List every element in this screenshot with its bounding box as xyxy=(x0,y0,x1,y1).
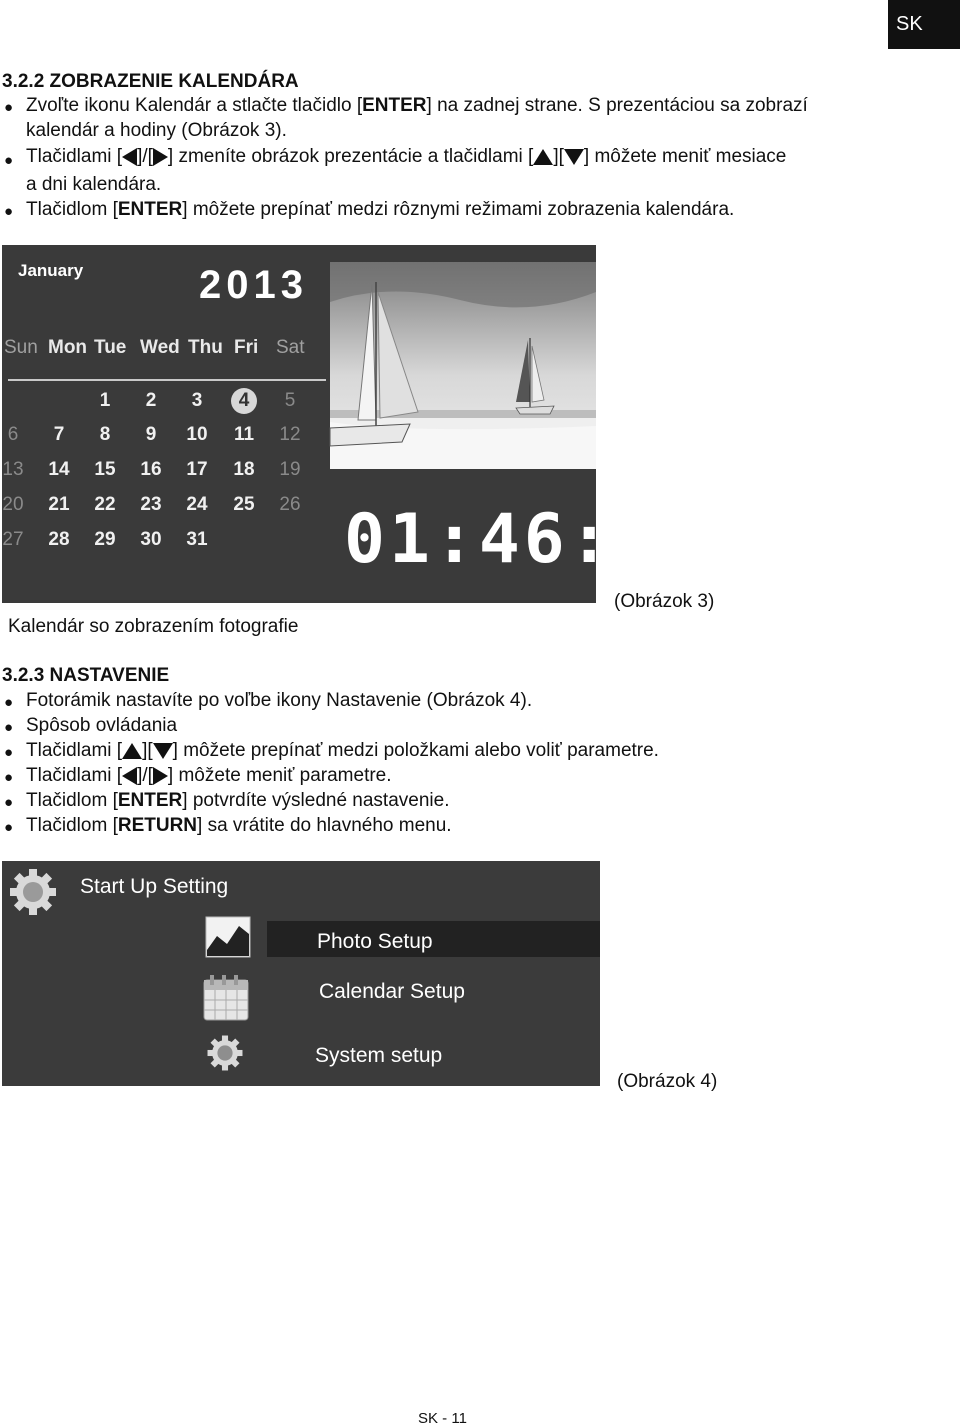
weekday-sat: Sat xyxy=(276,337,305,358)
calendar-day: 13 xyxy=(2,459,24,480)
key-return: RETURN xyxy=(117,815,198,836)
calendar-day: 17 xyxy=(186,459,208,480)
paragraph-settings-5 xyxy=(26,790,449,812)
text: Tlačidlom [ xyxy=(26,815,118,836)
weekday-wed: Wed xyxy=(140,337,180,358)
paragraph-calendar-3 xyxy=(26,199,734,221)
calendar-day: 16 xyxy=(140,459,162,480)
calendar-day: 3 xyxy=(191,390,203,411)
bullet-icon: ● xyxy=(4,794,14,811)
paragraph-settings-6 xyxy=(26,815,452,837)
calendar-day: 2 xyxy=(145,390,157,411)
paragraph-settings-1: Fotorámik nastavíte po voľbe ikony Nastavenie (Obrázok 4). xyxy=(26,690,533,711)
key-enter: ENTER xyxy=(362,95,427,116)
calendar-day: 1 xyxy=(99,390,111,411)
language-label: SK xyxy=(896,13,923,35)
calendar-day: 12 xyxy=(279,424,301,445)
calendar-day: 30 xyxy=(140,529,162,550)
text: ] zmeníte obrázok prezentácie a tlačidlami [ xyxy=(167,146,534,167)
text: Zvoľte ikonu Kalendár a stlačte tlačidlo [ xyxy=(26,95,363,116)
calendar-day: 14 xyxy=(48,459,70,480)
calendar-divider xyxy=(8,379,326,381)
calendar-day: 20 xyxy=(2,494,24,515)
gear-icon xyxy=(8,867,58,922)
calendar-day: 29 xyxy=(94,529,116,550)
slideshow-photo xyxy=(330,262,596,469)
calendar-year: 2013 xyxy=(199,263,308,307)
text: ] môžete prepínať medzi rôznymi režimami zobrazenia kalendára. xyxy=(182,199,735,220)
figure3-caption: Kalendár so zobrazením fotografie xyxy=(8,616,299,637)
paragraph-calendar-2 xyxy=(26,146,786,168)
triangle-left-icon xyxy=(122,767,137,785)
calendar-day: 26 xyxy=(279,494,301,515)
section-title-calendar: 3.2.2 ZOBRAZENIE KALENDÁRA xyxy=(2,71,299,92)
system-gear-icon xyxy=(206,1034,244,1077)
calendar-day-selected: 4 xyxy=(238,390,250,411)
section-title-settings: 3.2.3 NASTAVENIE xyxy=(2,665,170,686)
text: Tlačidlami [ xyxy=(26,740,123,761)
bullet-icon: ● xyxy=(4,769,14,786)
calendar-icon xyxy=(200,972,254,1027)
calendar-day: 27 xyxy=(2,529,24,550)
clock-display: 01:46:13 xyxy=(344,500,704,579)
calendar-day: 22 xyxy=(94,494,116,515)
text: Tlačidlami [ xyxy=(26,765,123,786)
paragraph-calendar-1-cont: kalendár a hodiny (Obrázok 3). xyxy=(26,120,287,141)
page-number: SK - 11 xyxy=(418,1410,467,1427)
weekday-fri: Fri xyxy=(234,337,259,358)
paragraph-calendar-1 xyxy=(26,95,808,117)
sailboats-image xyxy=(330,262,596,469)
calendar-day: 9 xyxy=(145,424,157,445)
paragraph-settings-3 xyxy=(26,740,659,762)
bullet-icon: ● xyxy=(4,694,14,711)
triangle-up-icon xyxy=(122,743,142,759)
settings-title: Start Up Setting xyxy=(80,875,229,898)
calendar-day: 24 xyxy=(186,494,208,515)
weekday-sun: Sun xyxy=(4,337,38,358)
text: ][ xyxy=(142,740,153,761)
calendar-day: 18 xyxy=(233,459,255,480)
triangle-left-icon xyxy=(122,148,137,166)
triangle-right-icon xyxy=(153,148,168,166)
text: ][ xyxy=(553,146,564,167)
bullet-icon: ● xyxy=(4,719,14,736)
weekday-mon: Mon xyxy=(48,337,88,358)
text: ]/[ xyxy=(137,146,153,167)
bullet-icon: ● xyxy=(4,99,14,116)
text: Tlačidlom [ xyxy=(26,790,118,811)
menu-item-photo-setup[interactable]: Photo Setup xyxy=(317,930,433,953)
weekday-thu: Thu xyxy=(188,337,223,358)
calendar-day: 28 xyxy=(48,529,70,550)
triangle-up-icon xyxy=(533,149,553,165)
figure4-number: (Obrázok 4) xyxy=(617,1071,718,1092)
paragraph-settings-2: Spôsob ovládania xyxy=(26,715,178,736)
text: ] na zadnej strane. S prezentáciou sa zobrazí xyxy=(426,95,808,116)
text: Tlačidlom [ xyxy=(26,199,118,220)
calendar-day: 23 xyxy=(140,494,162,515)
paragraph-calendar-2-cont: a dni kalendára. xyxy=(26,174,162,195)
calendar-day: 5 xyxy=(284,390,296,411)
menu-item-system-setup[interactable]: System setup xyxy=(315,1044,443,1067)
calendar-day: 21 xyxy=(48,494,70,515)
settings-screen-figure xyxy=(2,861,600,1086)
key-enter: ENTER xyxy=(117,790,183,811)
calendar-day: 25 xyxy=(233,494,255,515)
calendar-month: January xyxy=(18,261,84,280)
triangle-down-icon xyxy=(564,149,584,165)
text: ] môžete meniť mesiace xyxy=(583,146,787,167)
bullet-icon: ● xyxy=(4,744,14,761)
language-tag xyxy=(888,0,960,49)
calendar-day: 11 xyxy=(233,424,255,445)
calendar-day: 10 xyxy=(186,424,208,445)
calendar-day: 19 xyxy=(279,459,301,480)
figure3-number: (Obrázok 3) xyxy=(614,591,715,612)
calendar-day: 6 xyxy=(7,424,19,445)
calendar-day: 15 xyxy=(94,459,116,480)
menu-item-calendar-setup[interactable]: Calendar Setup xyxy=(319,980,465,1003)
text: ] potvrdíte výsledné nastavenie. xyxy=(182,790,450,811)
bullet-icon: ● xyxy=(4,152,14,169)
bullet-icon: ● xyxy=(4,819,14,836)
paragraph-settings-4 xyxy=(26,765,392,787)
triangle-down-icon xyxy=(153,743,173,759)
photo-icon xyxy=(205,916,251,963)
key-enter: ENTER xyxy=(117,199,183,220)
calendar-day: 31 xyxy=(186,529,208,550)
bullet-icon: ● xyxy=(4,203,14,220)
calendar-day: 8 xyxy=(99,424,111,445)
weekday-tue: Tue xyxy=(94,337,127,358)
text: ] môžete meniť parametre. xyxy=(167,765,392,786)
text: ] môžete prepínať medzi položkami alebo voliť parametre. xyxy=(172,740,659,761)
text: ]/[ xyxy=(137,765,153,786)
text: ] sa vrátite do hlavného menu. xyxy=(197,815,452,836)
calendar-day: 7 xyxy=(53,424,65,445)
text: Tlačidlami [ xyxy=(26,146,123,167)
triangle-right-icon xyxy=(153,767,168,785)
